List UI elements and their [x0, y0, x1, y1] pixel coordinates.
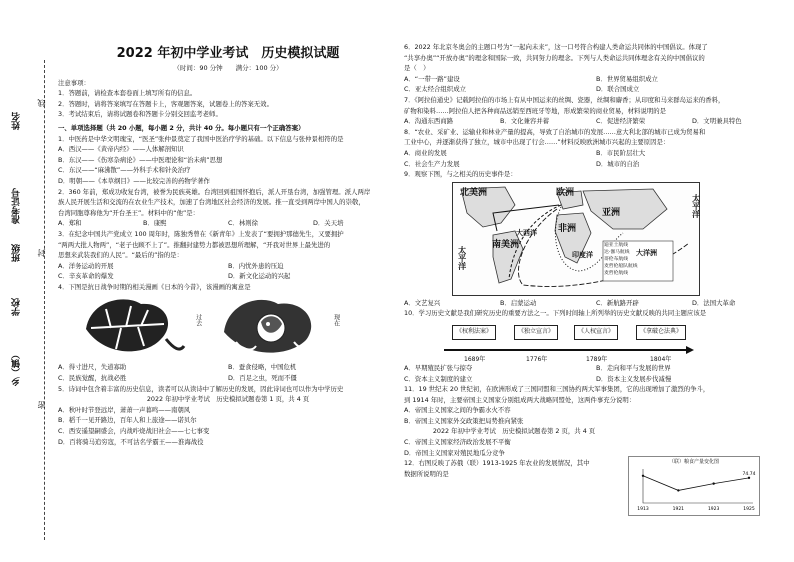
option: B．世界贸易组织成立 — [596, 74, 658, 83]
timeline-year: 1789年 — [586, 355, 608, 363]
legend-item: 哥伦布航线 — [604, 256, 628, 262]
option: D．关天培 — [313, 219, 344, 228]
option: B．内忧外患的压迫 — [228, 261, 284, 270]
option: A．“一带一路”建设 — [404, 74, 460, 83]
timeline-year: 1804年 — [650, 355, 672, 363]
map-label-europe: 欧洲 — [556, 187, 575, 198]
question-stem: 矿物和染料……阿拉伯人把各种商品远销至西班牙等地，形成繁荣的商业贸易，材料说明的是 — [404, 106, 667, 115]
map-label-indian-ocean: 印度洋 — [572, 250, 593, 259]
option-row — [404, 363, 788, 384]
timeline-doc: 《权利法案》 — [452, 325, 496, 340]
option: B．帝国主义国家外交政策把局势推向紧张 — [404, 416, 524, 425]
option: D．法国大革命 — [692, 298, 736, 307]
question-stem: 到 1914 年时，主要帝国主义国家分别组成两大战略同盟处，这两件事充分说明： — [404, 395, 636, 404]
option: A．洋务运动的开展 — [58, 261, 114, 270]
page-footer: 2022 年初中学业考试 历史模拟试题卷第 1 页，共 4 页 — [146, 395, 310, 404]
option: B．蚕食侵略，中国危机 — [228, 363, 297, 372]
chart-series-line — [643, 476, 749, 491]
exam-title: 2022 年初中学业考试 历史模拟试题 — [116, 46, 340, 61]
option: C．帝国主义国家经济政治发展不平衡 — [404, 438, 511, 447]
grain-chart — [628, 456, 760, 516]
seal-mark-mi: 密 — [37, 400, 46, 409]
chart-axis — [643, 469, 753, 503]
timeline-figure — [404, 319, 788, 363]
option: D．明朝——《本草纲目》——比较完善的药物学著作 — [58, 176, 210, 185]
option: A．郑和 — [58, 219, 82, 228]
option: D．百将骑马追穷寇，不可沽名学霸王——淮海战役 — [58, 437, 204, 446]
notice-item: 2．答题时，请将答案填写在答题卡上，客观题答案，试题卷上的答案无效。 — [58, 99, 273, 108]
option: C．新航路开辟 — [596, 298, 639, 307]
legend-item: 麦哲伦船队航线 — [604, 263, 638, 269]
legend-item: 麦哲伦航线 — [604, 270, 628, 276]
question-stem: 思想来武装我们的人民”。“最后的”指的是： — [58, 251, 183, 260]
map-label-oceania: 大洋洲 — [636, 248, 657, 257]
seal-dashed-line — [44, 60, 45, 540]
question-stem: 6．2022 年北京冬奥会的主题口号为“一起向未来”，这一口号符合构建人类命运共同体的中国倡议。体现了 — [404, 43, 708, 51]
chart-x-tick: 1923 — [707, 507, 720, 512]
class-field-label: 班级 — [12, 244, 22, 262]
binding-margin — [0, 0, 60, 562]
map-legend — [604, 242, 638, 277]
left-column — [58, 0, 398, 447]
timeline-doc: 《人权宣言》 — [574, 325, 618, 340]
option: A．沟通东西商路 — [404, 117, 454, 126]
map-label-south-america: 南美洲 — [492, 239, 520, 250]
option: C．亚太经合组织成立 — [404, 85, 466, 94]
option: D．资本主义发展步伐减慢 — [596, 374, 672, 383]
name-field-label: 姓名 — [12, 112, 22, 130]
option-row — [404, 74, 788, 95]
question-stem: 8．“农业、采矿业、运输业和林业产量的提高，导致了自治城市的发展……意大利北部的城市已成为贸易和 — [404, 127, 706, 136]
right-column — [404, 42, 788, 479]
map-label-north-america: 北美洲 — [460, 187, 488, 198]
chart-title: （联）粮食产量变化图 — [668, 459, 719, 465]
map-label-asia: 亚洲 — [602, 207, 621, 218]
leaf-now-image — [216, 292, 326, 360]
chart-point — [748, 477, 750, 479]
option: D．联合国成立 — [596, 85, 640, 94]
chart-x-tick: 1921 — [672, 507, 685, 512]
option: C．辛亥革命的爆发 — [58, 272, 114, 281]
option: B．走向和平与发展的世界 — [596, 363, 671, 372]
option: A．文艺复兴 — [404, 298, 441, 307]
question-stem: 4．下图是抗日战争时期的相关漫画《日本的今昔》，该漫画的寓意是 — [58, 282, 251, 291]
question-stem: “两两大批人物两”，“老子也顾不上了”。推翻封建势力都被思想所理解，“开我对世界上最先进的 — [58, 240, 331, 249]
past-label: 过去 — [194, 314, 202, 327]
option-row — [404, 148, 788, 169]
page-footer: 2022 年初中学业考试 历史模拟试题卷第 2 页，共 4 页 — [432, 427, 596, 436]
option: A．帝国主义国家之间的争霸水火不容 — [404, 406, 511, 415]
option: D．帝国主义国家对殖民地瓜分竞争 — [404, 448, 505, 457]
option: A．西汉——《黄帝内经》——人体解剖知识 — [58, 145, 184, 154]
chart-data-label: 74.74 — [742, 471, 756, 477]
question-stem: “共享办奥”“开放办奥”的理念和国际一致，共同努力的理念。下列与人类命运共同体理念有关的中国倡议的 — [404, 53, 705, 62]
option-row — [404, 298, 788, 309]
option: A．得寸进尺，失道寡助 — [58, 363, 127, 372]
notice-item: 1．答题前，请检查本套卷面上填写所有的信息。 — [58, 89, 197, 98]
chart-plot — [629, 465, 759, 515]
option: D．百足之虫，死而不僵 — [228, 374, 297, 383]
option: D．文明兼具特色 — [692, 117, 742, 126]
leaf-past-image — [76, 294, 186, 360]
timeline-year: 1776年 — [526, 355, 548, 363]
option: A．秋叶时节登远岸，萧萧一声暮鸣——南朝风 — [58, 405, 191, 414]
timeline-doc: 《独立宣言》 — [514, 325, 558, 340]
chart-point — [677, 489, 679, 491]
timeline-doc: 《拿破仑法典》 — [636, 325, 686, 340]
option: B．东汉——《伤寒杂病论》——中医理论和“治未病”思想 — [58, 155, 223, 164]
question-stem: 数据所说明的是 — [404, 469, 449, 478]
question-stem: 台湾同胞尊称他为“开台圣王”。材料中的“他”是： — [58, 208, 200, 217]
option: C．西安遥望嗣盛会，内战咋烧战旧社会——七七事变 — [58, 427, 210, 436]
question-stem: 是（ ） — [404, 64, 430, 73]
option: C．林则徐 — [228, 219, 259, 228]
seal-mark-feng: 封 — [37, 248, 46, 257]
map-label-africa: 非洲 — [558, 223, 577, 234]
question-stem: 3．在纪念中国共产党成立 100 周年时，陈独秀曾在《新青年》上发表了“要拥护那德先生，又要拥护 — [58, 229, 344, 238]
option: B．稻千一见开路边，百年人和上旅途——诺贝尔 — [58, 416, 197, 425]
map-label-pacific-east: 太平洋 — [691, 193, 701, 218]
question-stem: 族人民开展生活和交流的在农业生产技术，加速了台湾地区社会经济的发展。推一直受到两岸中国人的崇敬， — [58, 198, 365, 207]
legend-item: 达·伽马航线 — [604, 249, 630, 255]
question-stem: 7．《阿拉伯通史》记载阿拉伯的市场上有从中国运来的丝绸、瓷器，丝绸和麝香；从印度和马来群岛运来的香料， — [404, 95, 725, 104]
option: B．康熙 — [143, 219, 167, 228]
question-stem: 11．19 世纪末 20 世纪初，在欧洲形成了三国同盟和三国协约两大军事集团，它的出现增加了激烈的争斗， — [404, 385, 710, 394]
option: C．促进经济繁荣 — [596, 117, 646, 126]
option: D．新文化运动的兴起 — [228, 272, 291, 281]
option: C．资本主义制度的建立 — [404, 374, 473, 383]
option: D．城市的自治 — [596, 159, 640, 168]
question-stem: 12．右图反映了苏俄（联）1913-1925 年农业的发展情况，其中 — [404, 459, 590, 468]
section-heading: 一、单项选择题（共 20 小题，每小题 2 分，共计 40 分。每小题只有一个正确答案） — [58, 123, 305, 132]
option: C．东汉——“麻沸散”——外科手术和针灸治疗 — [58, 166, 191, 175]
question-stem: 2．360 年前，郑成功收复台湾，被誉为民族英雄。台湾回到祖国怀抱后，派人开垦台湾，加强管理。派人两岸 — [58, 187, 371, 196]
notice-heading: 注意事项： — [58, 78, 90, 87]
chart-point — [642, 475, 644, 477]
option-row — [404, 116, 788, 127]
option: B．文化兼容并蓄 — [500, 117, 550, 126]
timeline-year: 1689年 — [464, 355, 486, 363]
option: A．早期殖民扩张与掠夺 — [404, 363, 473, 372]
option: B．市民阶层壮大 — [596, 148, 646, 157]
id-field-label: 准考证号 — [12, 188, 22, 224]
question-stem: 工业中心，并逐渐获得了独立，城市中出现了行会……”材料反映欧洲城市兴起的主要原因是： — [404, 138, 670, 147]
option: C．民族觉醒，抗战必胜 — [58, 374, 127, 383]
map-figure — [404, 180, 788, 298]
notice-item: 3．考试结束后，请将试题卷和答题卡分别交回监考老师。 — [58, 110, 222, 119]
chart-x-tick: 1913 — [637, 507, 649, 512]
option-row — [58, 261, 398, 282]
legend-item: 迪亚士航线 — [604, 242, 628, 248]
option-row — [58, 362, 398, 383]
cartoon-figure — [58, 292, 398, 362]
now-label: 现在 — [332, 314, 340, 327]
map-label-pacific-west: 太平洋 — [457, 245, 467, 270]
seal-mark-xian: 线 — [37, 98, 46, 107]
world-map — [452, 182, 700, 296]
school-field-label: 学校 — [12, 298, 22, 316]
chart-point — [712, 482, 714, 484]
option-row — [58, 218, 398, 229]
chart-x-tick: 1925 — [743, 507, 755, 512]
question-stem: 10．学习历史文献是我们研究历史的重要方法之一。下列时间轴上所列举的历史文献反映的共同主题应该是 — [404, 309, 707, 318]
option: A．商业的发展 — [404, 148, 447, 157]
option: B．启蒙运动 — [500, 298, 537, 307]
question-stem: 9．观察下图，与之相关的历史事件是： — [404, 170, 517, 179]
option: C．社会生产力发展 — [404, 159, 460, 168]
map-label-atlantic: 大西洋 — [516, 228, 537, 237]
town-field-label: 乡（镇） — [12, 350, 22, 386]
q11-block — [404, 426, 624, 479]
question-stem: 1．中医药是中华文明瑰宝，“医圣”张仲景奠定了我国中医治疗学的基础。以下信息与张仲景相符的是 — [58, 134, 344, 143]
exam-time-score: （时间：90 分钟 满分：100 分） — [173, 64, 283, 72]
timeline-axis — [444, 345, 694, 355]
question-stem: 5．诗词中包含着丰富的历史信息，读者可以从读诗中了解历史的发展，因此诗词也可以作为中学历史 — [58, 384, 344, 393]
